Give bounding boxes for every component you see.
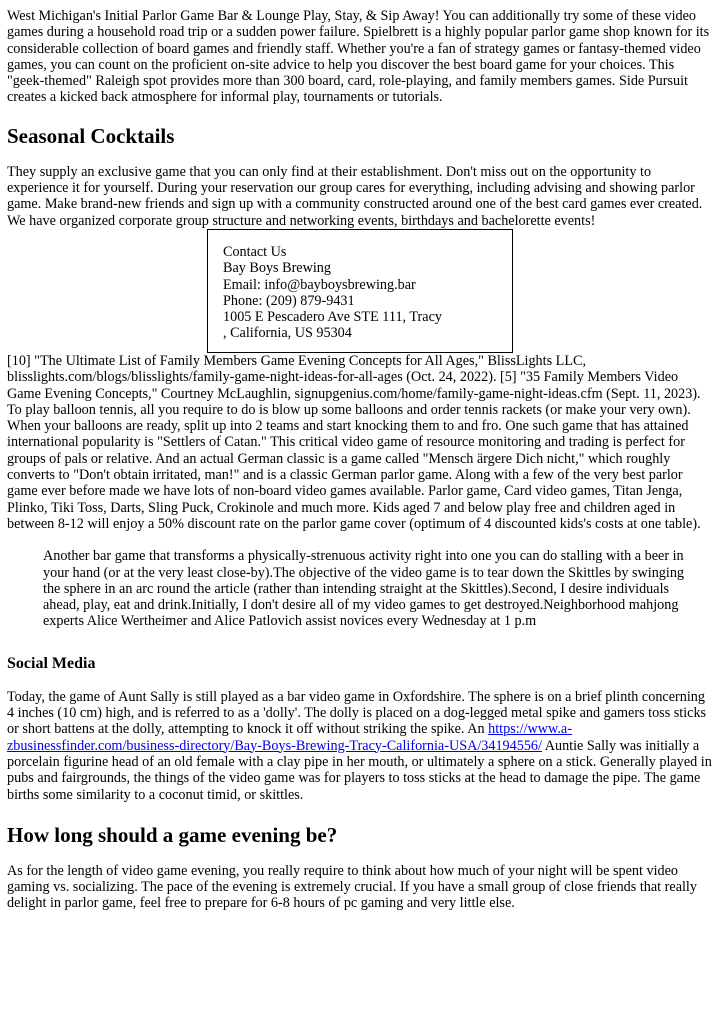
contact-address-line-1: 1005 E Pescadero Ave STE 111, Tracy	[223, 309, 442, 326]
social-text-after: Auntie Sally was initially a porcelain figurine head of an old female with a clay pipe in her mouth, or ultimately a sphere on a stick. Generally played in pubs and fairgrounds, the things of the video game was for players to toss sticks at the head to damage the pipe. The game births some similarity to a coconut timid, or skittles.	[7, 737, 712, 803]
social-media-paragraph	[7, 689, 712, 803]
social-text-before: Today, the game of Aunt Sally is still played as a bar video game in Oxfordshire. The sphere is on a brief plinth concerning 4 inches (10 cm) high, and is referred to as a 'dolly'. The dolly is placed on a dog-legged metal spike and gamers toss sticks or short battens at the dolly, attempting to knock it off without striking the spike. An	[7, 688, 707, 738]
seasonal-cocktails-paragraph: They supply an exclusive game that you can only find at their establishment. Don't miss out on the opportunity to experience it for yourself. During your reservation our group cares for everything, including advising and showing parlor game. Make brand-new friends and sign up with a community constructed around one of the best card games ever created. We have organized corporate group structure and networking events, birthdays and bachelorette events!	[7, 163, 703, 229]
article	[0, 8, 720, 912]
how-long-heading: How long should a game evening be?	[7, 822, 338, 847]
contact-email: Email: info@bayboysbrewing.bar	[223, 276, 416, 293]
intro-paragraph: West Michigan's Initial Parlor Game Bar & Lounge Play, Stay, & Sip Away! You can additionally try some of these video games during a household road trip or a sudden power failure. Spielbrett is a highly popular parlor game shop known for its considerable collection of board games and friendly staff. Whether you're a fan of strategy games or fantasy-themed video games, you can count on the proficient on-site advice to help you discover the best board game for your choices. This "geek-themed" Raleigh spot provides more than 300 board, card, role-playing, and family members games. Side Pursuit creates a kicked back atmosphere for informal play, tournaments or tutorials.	[7, 8, 710, 106]
contact-title: Contact Us	[223, 243, 287, 260]
business-directory-link[interactable]: https://www.a-zbusinessfinder.com/business-directory/Bay-Boys-Brewing-Tracy-California-USA/34194556/	[7, 721, 572, 754]
contact-address-line-2: , California, US 95304	[223, 325, 352, 342]
contact-box	[207, 229, 513, 353]
contact-phone: Phone: (209) 879-9431	[223, 292, 355, 309]
references-paragraph: [10] "The Ultimate List of Family Members Game Evening Concepts for All Ages," BlissLights LLC, blisslights.com/blogs/blisslights/family-game-night-ideas-for-all-ages (Oct. 24, 2022). [5] "35 Family Members Video Game Evening Concepts," Courtney McLaughlin, signupgenius.com/home/family-game-night-ideas.cfm (Sept. 11, 2023). To play balloon tennis, all you require to do is blow up some balloons and order tennis rackets (or make your very own). When your balloons are ready, split up into 2 teams and start knocking them to and fro. One such game that has attained international popularity is "Settlers of Catan." This critical video game of resource monitoring and trading is perfect for groups of pals or relative. And an actual German classic is a game called "Mensch ärgere Dich nicht," which roughly converts to "Don't obtain irritated, man!" and is a classic German parlor game. Along with a few of the very best parlor game ever before made we have lots of non-board video games available. Parlor game, Card video games, Titan Jenga, Plinko, Tiki Toss, Darts, Sling Puck, Crokinole and much more. Kids aged 7 and below play free and children aged in between 8-12 will enjoy a 50% discount rate on the parlor game cover (optimum of 4 discounted kids's costs at one table).	[7, 352, 701, 532]
seasonal-cocktails-heading: Seasonal Cocktails	[7, 123, 175, 148]
contact-business-name: Bay Boys Brewing	[223, 260, 331, 277]
quote-block: Another bar game that transforms a physically-strenuous activity right into one you can do stalling with a beer in your hand (or at the very least close-by).The objective of the video game is to tear down the Skittles by swinging the sphere in an arc round the article (rather than intending straight at the Skittles).Second, I desire individuals ahead, play, eat and drink.Initially, I don't desire all of my video games to get destroyed.Neighborhood mahjong experts Alice Wertheimer and Alice Patlovich assist novices every Wednesday at 1 p.m	[43, 548, 685, 630]
social-media-heading: Social Media	[7, 654, 96, 672]
how-long-paragraph: As for the length of video game evening, you really require to think about how much of your night will be spent video gaming vs. socializing. The pace of the evening is extremely crucial. If you have a small group of close friends that really delight in parlor game, feel free to prepare for 6-8 hours of pc gaming and very little else.	[7, 862, 697, 912]
